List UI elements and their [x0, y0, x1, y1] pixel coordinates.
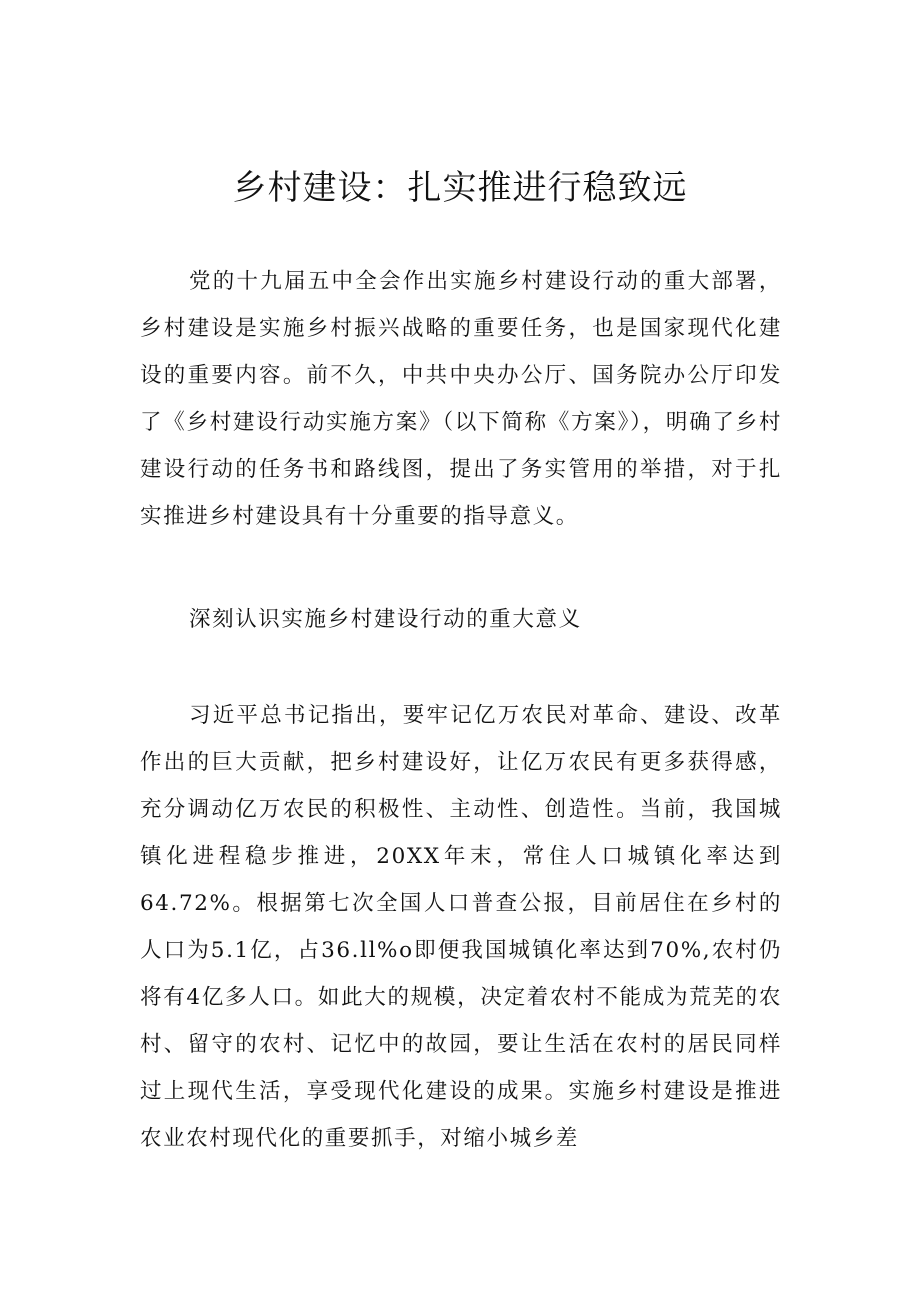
- paragraph-intro: 党的十九届五中全会作出实施乡村建设行动的重大部署，乡村建设是实施乡村振兴战略的重要任务，也是国家现代化建设的重要内容。前不久，中共中央办公厅、国务院办公厅印发了《乡村建设行动实施方案》（以下简称《方案》），明确了乡村建设行动的任务书和路线图，提出了务实管用的举措，对于扎实推进乡村建设具有十分重要的指导意义。: [140, 269, 782, 529]
- section-heading: 深刻认识实施乡村建设行动的重大意义: [189, 607, 582, 632]
- paragraph-body: 习近平总书记指出，要牢记亿万农民对革命、建设、改革作出的巨大贡献，把乡村建设好，让亿万农民有更多获得感，充分调动亿万农民的积极性、主动性、创造性。当前，我国城镇化进程稳步推进，20XX年末，常住人口城镇化率达到64.72%。根据第七次全国人口普查公报，目前居住在乡村的人口为5.1亿，占36.ll%o即便我国城镇化率达到70%,农村仍将有4亿多人口。如此大的规模，决定着农村不能成为荒芜的农村、留守的农村、记忆中的故园，要让生活在农村的居民同样过上现代生活，享受现代化建设的成果。实施乡村建设是推进农业农村现代化的重要抓手，对缩小城乡差: [140, 703, 782, 1151]
- document-title: 乡村建设：扎实推进行稳致远: [232, 168, 688, 208]
